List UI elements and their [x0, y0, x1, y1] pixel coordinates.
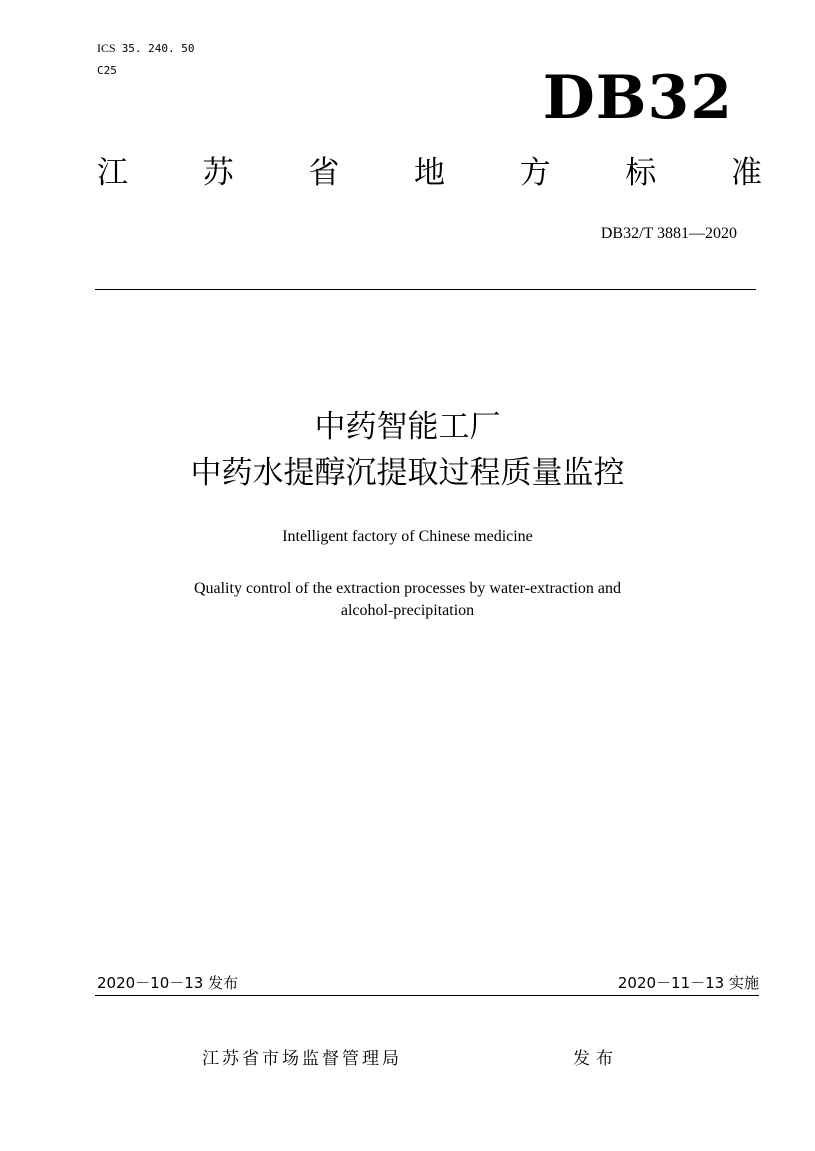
implementation-date: 2020－11－13 实施 — [617, 974, 759, 992]
standard-mark: DB32 — [542, 63, 733, 133]
standard-type-char: 江 — [97, 155, 128, 191]
standard-type-title — [97, 155, 762, 191]
title-en-block — [0, 578, 815, 622]
bottom-divider — [95, 995, 759, 996]
title-zh-line1: 中药智能工厂 — [314, 409, 501, 445]
standard-type-char: 方 — [519, 155, 551, 191]
title-zh-line2: 中药水提醇沉提取过程质量监控 — [190, 455, 625, 491]
standard-type-char: 准 — [730, 155, 762, 191]
standard-type-char: 地 — [413, 155, 445, 191]
standard-type-char: 省 — [308, 155, 340, 191]
ccs-code: C25 — [97, 64, 117, 77]
publish-label: 发布 — [573, 1049, 619, 1069]
title-en-line3: alcohol-precipitation — [340, 602, 475, 619]
date-row — [97, 976, 759, 991]
ics-classification — [97, 41, 195, 56]
title-en-line2: Quality control of the extraction processes by water-extraction and — [193, 580, 622, 597]
ics-label: ICS — [97, 41, 116, 55]
top-divider — [95, 289, 756, 290]
release-date: 2020－10－13 发布 — [97, 974, 239, 992]
title-en-line1: Intelligent factory of Chinese medicine — [282, 528, 533, 545]
standard-type-char: 苏 — [202, 155, 234, 191]
publisher: 江苏省市场监督管理局 — [202, 1049, 402, 1069]
standard-number: DB32/T 3881—2020 — [600, 225, 737, 242]
standard-type-char: 标 — [625, 155, 657, 191]
ics-code: 35. 240. 50 — [121, 42, 195, 55]
